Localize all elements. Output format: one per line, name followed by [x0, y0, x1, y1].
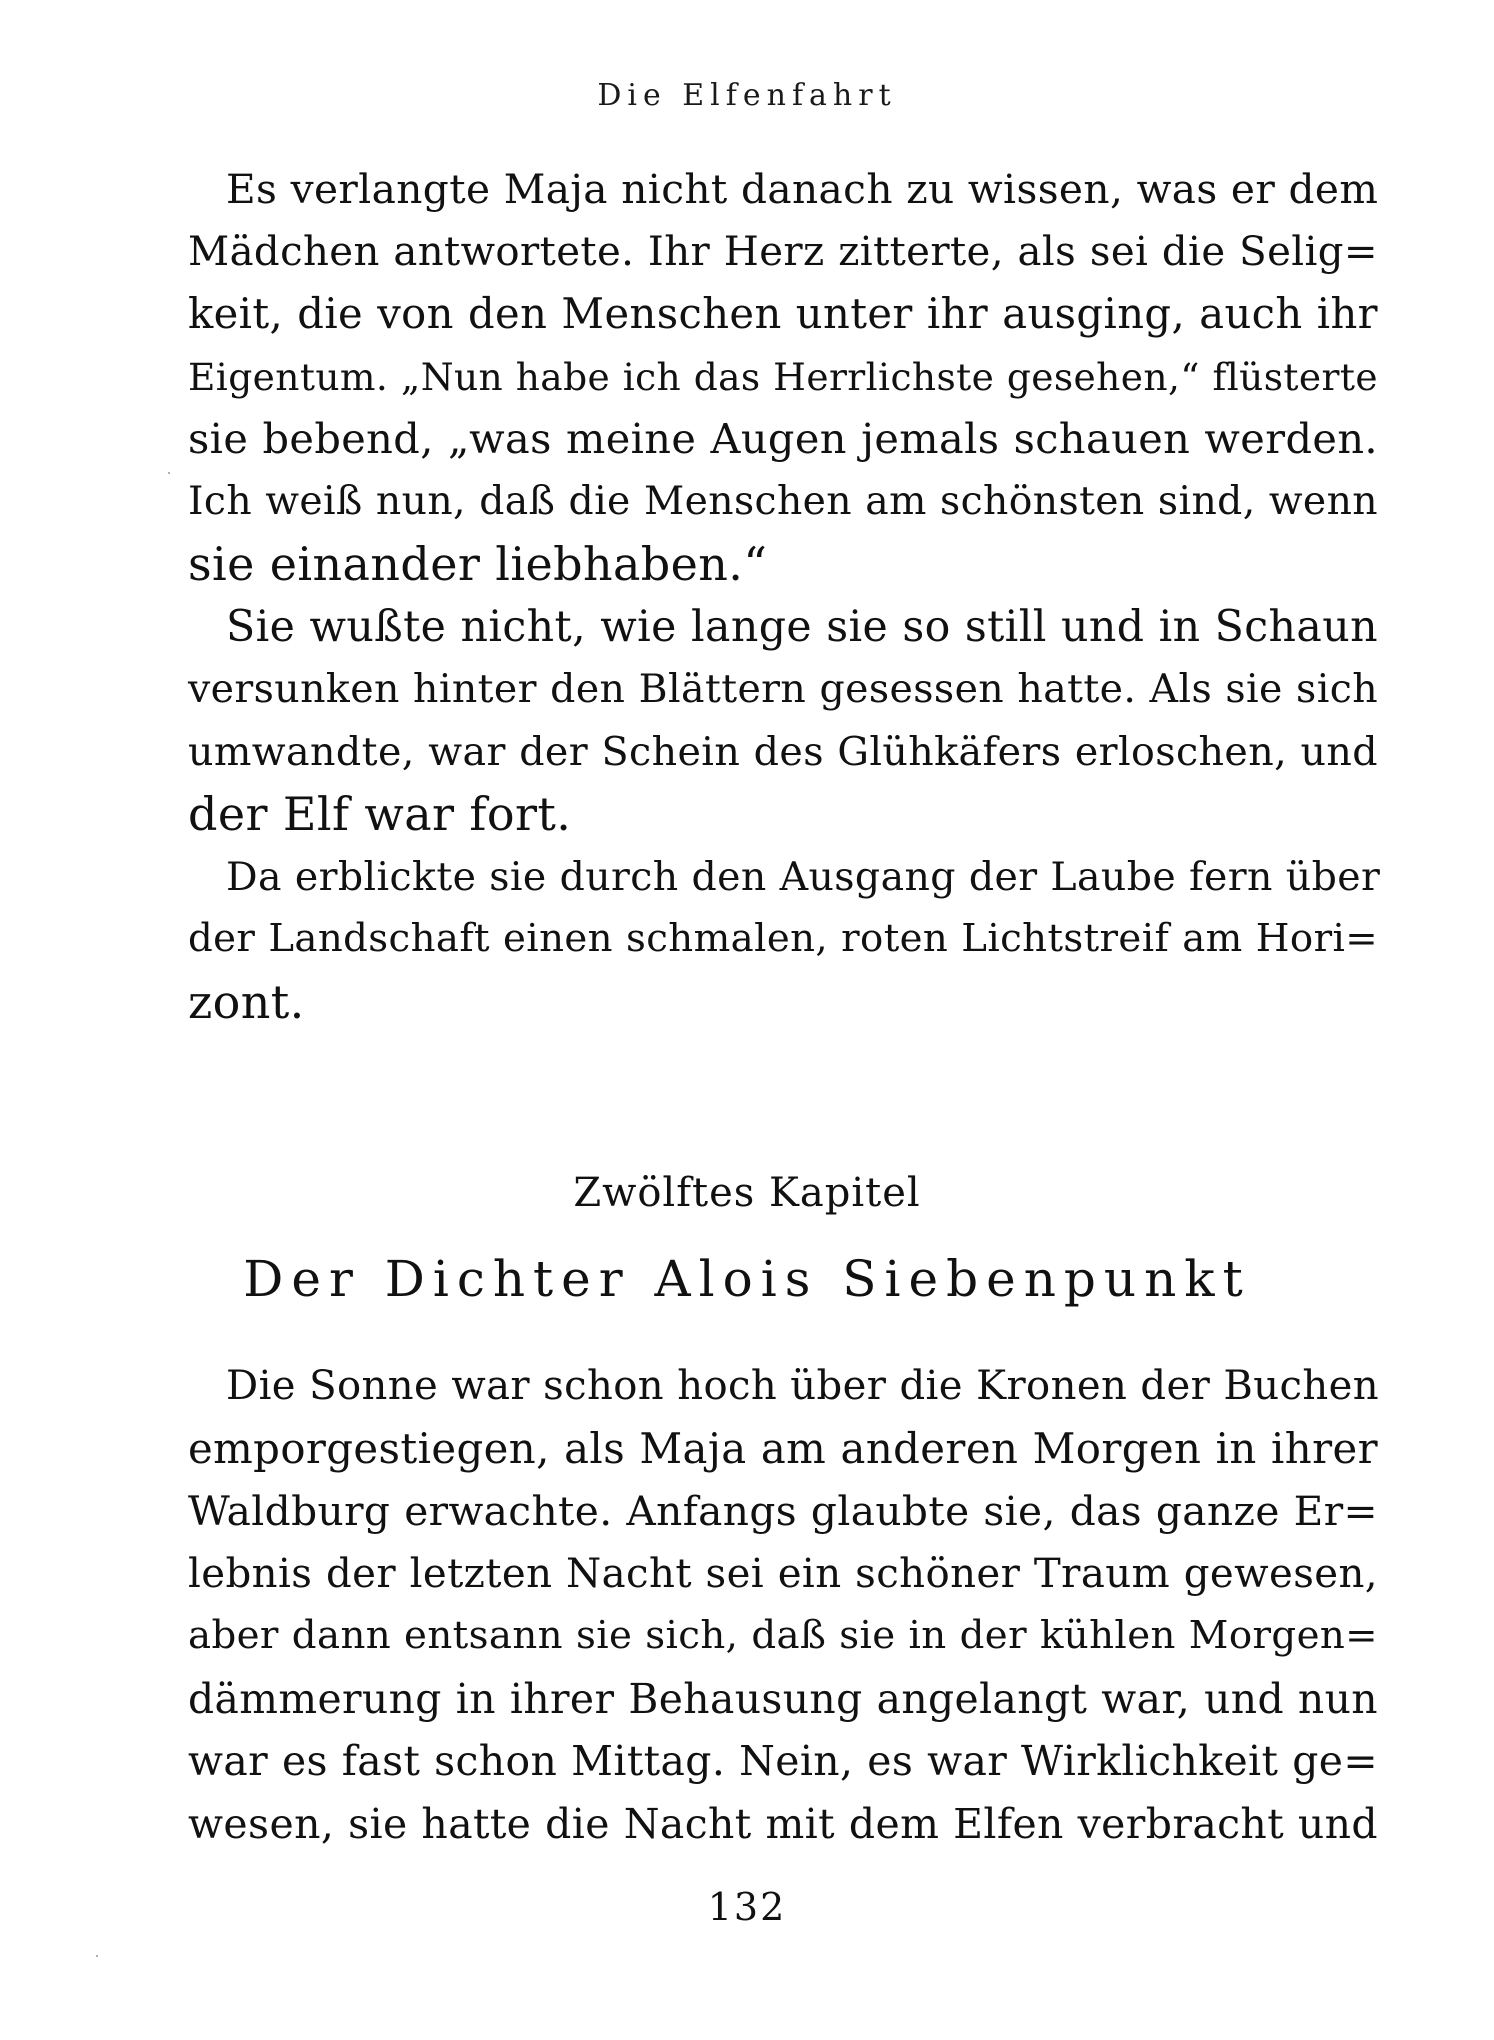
text-block-top: [188, 158, 1381, 1033]
paper-speck: [96, 1955, 98, 1957]
text-line: Ich weiß nun, daß die Menschen am schönsten sind, wenn: [188, 478, 1378, 524]
text-line: versunken hinter den Blättern gesessen hatte. Als sie sich: [188, 666, 1378, 712]
text-line: sie bebend, „was meine Augen jemals schauen werden.: [188, 415, 1378, 463]
paragraph: [188, 596, 1378, 846]
text-line: Die Sonne war schon hoch über die Kronen der Buchen: [226, 1363, 1379, 1409]
page-number: 132: [707, 1885, 787, 1929]
chapter-number: Zwölftes Kapitel: [573, 1170, 921, 1216]
running-head: Die Elfenfahrt: [597, 78, 897, 113]
text-line: Sie wußte nicht, wie lange sie so still und in Schaun: [226, 601, 1378, 652]
text-line: Waldburg erwachte. Anfangs glaubte sie, das ganze Er=: [188, 1487, 1378, 1535]
text-line: umwandte, war der Schein des Glühkäfers erloschen, und: [188, 728, 1378, 775]
chapter-title: Der Dichter Alois Siebenpunkt: [243, 1250, 1251, 1308]
text-line: emporgestiegen, als Maja am anderen Morgen in ihrer: [188, 1423, 1378, 1473]
text-line: Eigentum. „Nun habe ich das Herrlichste gesehen,“ flüsterte: [188, 354, 1378, 399]
text-line: dämmerung in ihrer Behausung angelangt war, und nun: [188, 1674, 1378, 1723]
text-line: war es fast schon Mittag. Nein, es war Wirklichkeit ge=: [188, 1737, 1378, 1785]
text-line: aber dann entsann sie sich, daß sie in der kühlen Morgen=: [188, 1613, 1378, 1658]
text-line: lebnis der letzten Nacht sei ein schöner Traum gewesen,: [188, 1550, 1378, 1597]
text-line: keit, die von den Menschen unter ihr ausging, auch ihr: [188, 289, 1378, 338]
paragraph: [188, 1355, 1378, 1855]
text-line: Da erblickte sie durch den Ausgang der Laube fern über: [226, 853, 1381, 900]
paragraph: [188, 846, 1381, 1034]
text-line: der Landschaft einen schmalen, roten Lichtstreif am Hori=: [188, 916, 1378, 961]
text-line: zont.: [188, 974, 305, 1029]
text-line: wesen, sie hatte die Nacht mit dem Elfen verbracht und: [188, 1799, 1378, 1848]
paper-speck: [168, 472, 170, 474]
text-line: der Elf war fort.: [188, 787, 572, 841]
text-line: Es verlangte Maja nicht danach zu wissen, was er dem: [226, 165, 1379, 213]
paragraph: [188, 158, 1378, 596]
text-line: Mädchen antwortete. Ihr Herz zitterte, als sei die Selig=: [188, 228, 1378, 275]
text-line: sie einander liebhaben.“: [188, 537, 768, 591]
text-block-bottom: [188, 1355, 1378, 1855]
